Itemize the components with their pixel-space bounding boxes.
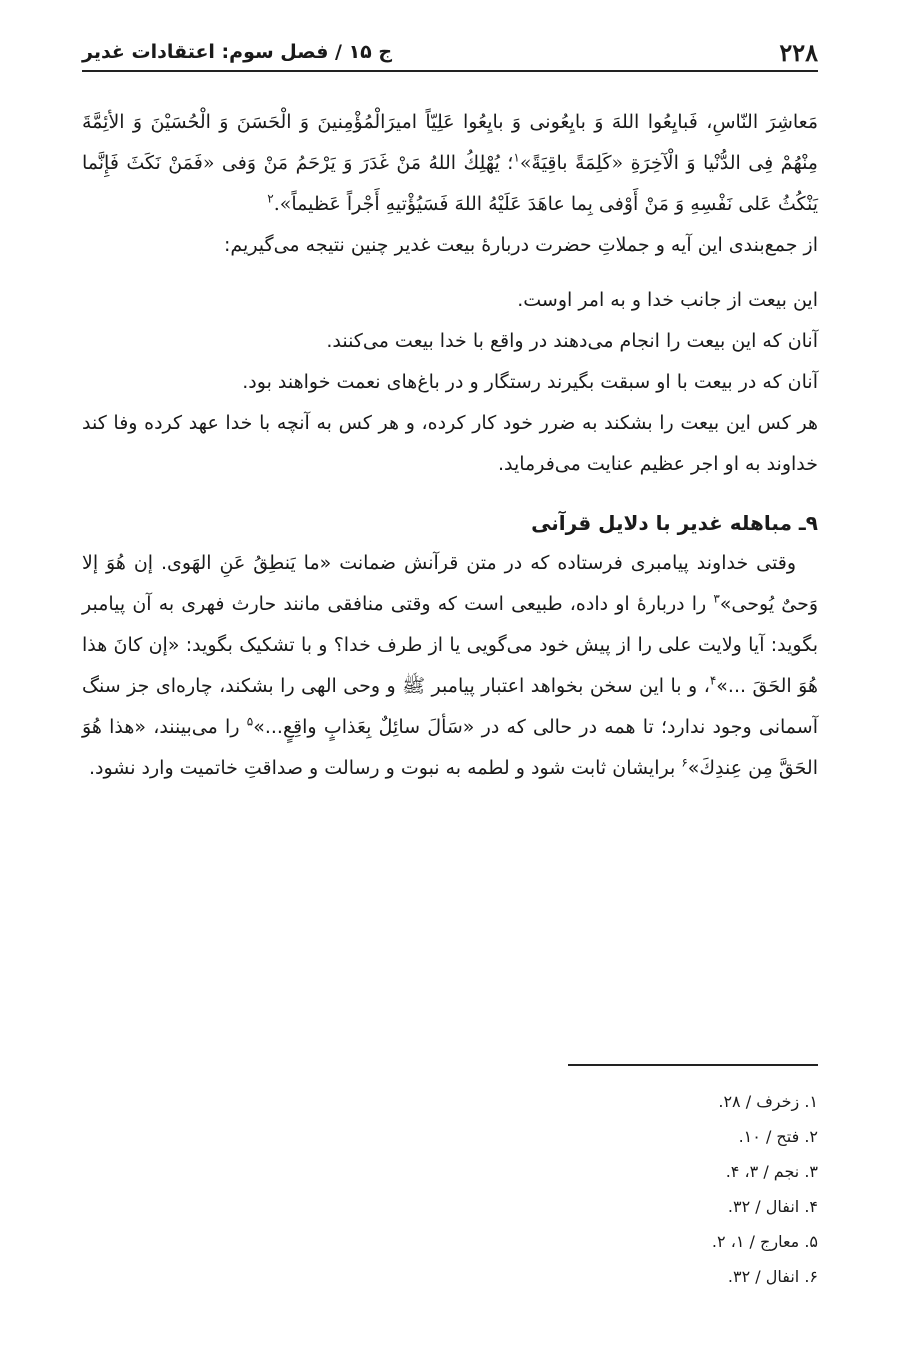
page-number: ۲۲۸: [779, 37, 818, 67]
footnote-item: ۳. نجم / ۳، ۴.: [725, 1162, 818, 1181]
arabic-quote: [82, 102, 818, 225]
footnote-ref-4[interactable]: ۴: [709, 673, 717, 688]
footnote-divider: [568, 1064, 818, 1066]
footnotes-list: [82, 1084, 818, 1294]
conclusion-point: این بیعت از جانب خدا و به امر اوست.: [517, 289, 818, 311]
conclusion-point: آنان که در بیعت با او سبقت بگیرند رستگار و در باغ‌های نعمت خواهند بود.: [242, 371, 818, 393]
section-text-5: برایشان ثابت شود و لطمه به نبوت و رسالت و صداقتِ خاتمیت وارد نشود.: [88, 757, 682, 779]
page-header: [82, 34, 818, 72]
footnote-item: ۵. معارج / ۱، ۲.: [711, 1232, 818, 1251]
footnote-ref-3[interactable]: ۳: [713, 591, 720, 606]
footnote-item: ۴. انفال / ۳۲.: [727, 1197, 818, 1216]
arabic-quote-part-1: مَعاشِرَ النّاسِ، فَبايِعُوا اللهَ وَ بايِعُونی وَ بايِعُوا عَلِيّاً اميرَالْمُؤْمِنينَ وَ الْحَسَنَ وَ الْحُسَيْنَ وَ الأئِمَّةَ مِنْهُمْ فِی الدُّنْيا وَ الْآخِرَةِ «كَلِمَةً باقِيَةً»: [82, 111, 818, 174]
conclusion-point: هر کس این بیعت را بشکند به ضرر خود کار کرده، و هر کس به آنچه با خدا عهد کرده وفا کند خداوند به او اجر عظیم عنایت می‌فرماید.: [82, 412, 818, 475]
section-text-3: ، و با این سخن بخواهد اعتبار پیامبر ﷺ و وحی الهی را بشکند، چاره‌ای جز سنگ آسمانی وجود ندارد؛ تا همه در حالی که در «سَألَ سائِلٌ بِعَذابٍ واقِعٍ...»: [82, 675, 818, 738]
section-heading: ۹ـ مباهله غدیر با دلایل قرآنی: [531, 511, 818, 535]
footnote-item: ۱. زخرف / ۲۸.: [718, 1092, 818, 1111]
footnote-item: ۶. انفال / ۳۲.: [727, 1267, 818, 1286]
conclusion-points: [82, 280, 818, 485]
footnote-ref-1[interactable]: ۱: [513, 150, 520, 165]
footnote-ref-6[interactable]: ۶: [681, 755, 688, 770]
section-text-4: را می‌بینند، «هذا هُوَ الحَقَّ مِن عِندِكَ»: [82, 716, 818, 779]
footnote-ref-2[interactable]: ۲: [267, 191, 274, 206]
page-content: [82, 102, 818, 789]
book-page: [82, 0, 818, 1345]
section-body: [82, 543, 818, 789]
arabic-quote-part-2: ؛ يُهْلِكُ اللهُ مَنْ غَدَرَ وَ يَرْحَمُ مَنْ وَفی «فَمَنْ نَكَثَ فَإِنَّما يَنْكُثُ عَلی نَفْسِهِ وَ مَنْ أَوْفی بِما عاهَدَ عَلَيْهُ اللهَ فَسَيُؤْتيهِ أَجْراً عَظيماً».: [82, 152, 818, 215]
summary-paragraph: از جمع‌بندی این آیه و جملاتِ حضرت دربارۀ بیعت غدیر چنین نتیجه می‌گیریم:: [223, 234, 818, 256]
footnote-ref-5[interactable]: ۵: [246, 714, 254, 729]
section-text-2: را دربارۀ او داده، طبیعی است که وقتی منافقی مانند حارث فهری به آن پیامبر بگوید: آیا ولایت علی را از پیش خود می‌گویی یا از طرف خدا؟ و با تشکیک بگوید: «إن كانَ هذا هُوَ الحَقَ ...»: [82, 593, 819, 697]
running-title: ج ۱۵ / فصل سوم: اعتقادات غدیر: [82, 41, 393, 63]
footnote-item: ۲. فتح / ۱۰.: [738, 1127, 818, 1146]
conclusion-point: آنان که این بیعت را انجام می‌دهند در واقع با خدا بیعت می‌کنند.: [326, 330, 818, 352]
section-text-1: وقتی خداوند پیامبری فرستاده که در متن قرآنش ضمانت «ما يَنطِقُ عَنِ الهَوی. إن هُوَ إلا وَحیٌ يُوحی»: [82, 552, 818, 615]
